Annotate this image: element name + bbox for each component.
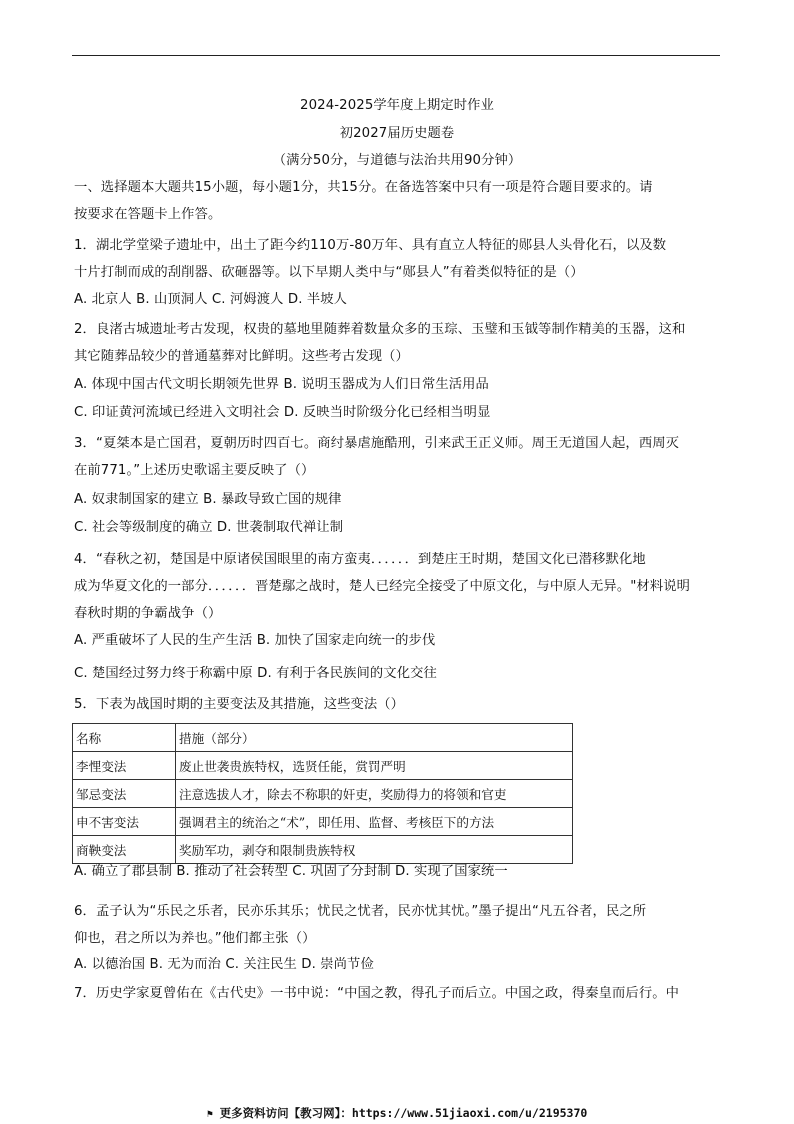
exam-title: 2024-2025学年度上期定时作业: [300, 98, 494, 113]
question-6-line: 仰也，君之所以为养也。”他们都主张（）: [74, 931, 316, 946]
question-2-line: 其它随葬品较少的普通墓葬对比鲜明。这些考古发现（）: [74, 349, 409, 364]
exam-subtitle: 初2027届历史题卷: [339, 126, 455, 141]
question-7-line: 7．历史学家夏曾佑在《古代史》一书中说：“中国之教，得孔子而后立。中国之政，得秦皇而后行。中: [74, 986, 680, 1001]
question-4-line: 春秋时期的争霸战争（）: [74, 606, 222, 621]
flag-icon: ⚑: [206, 1109, 213, 1120]
table-cell: 废止世袭贵族特权，选贤任能，赏罚严明: [176, 752, 573, 780]
header-rule: [72, 55, 720, 56]
footer-link[interactable]: [0, 1105, 794, 1121]
question-5-options: A. 确立了郡县制 B. 推动了社会转型 C. 巩固了分封制 D. 实现了国家统一: [74, 864, 508, 879]
exam-note: （满分50分，与道德与法治共用90分钟）: [272, 153, 522, 168]
question-6-line: 6．孟子认为“乐民之乐者，民亦乐其乐；忧民之忧者，民亦忧其忧。”墨子提出“凡五谷者，民之所: [74, 904, 647, 919]
question-2-line: 2．良渚古城遗址考古发现，权贵的墓地里随葬着数量众多的玉琮、玉璧和玉钺等制作精美的玉器，这和: [74, 322, 686, 337]
table-cell: 申不害变法: [73, 808, 176, 836]
table-cell: 邹忌变法: [73, 780, 176, 808]
table-row: [73, 808, 573, 836]
question-3-line: 3．“夏桀本是亡国君，夏朝历时四百七。商纣暴虐施酷刑，引来武王正义师。周王无道国人起，西周灭: [74, 436, 680, 451]
question-2-options: A. 体现中国古代文明长期领先世界 B. 说明玉器成为人们日常生活用品: [74, 377, 489, 392]
question-2-options: C. 印证黄河流域已经进入文明社会 D. 反映当时阶级分化已经相当明显: [74, 405, 491, 420]
table-cell: 奖励军功，剥夺和限制贵族特权: [176, 836, 573, 864]
question-1-options: A. 北京人 B. 山顶洞人 C. 河姆渡人 D. 半坡人: [74, 292, 348, 307]
reform-table: [72, 723, 573, 864]
table-row: [73, 752, 573, 780]
table-cell: 李悝变法: [73, 752, 176, 780]
question-1-line: 1．湖北学堂梁子遗址中，出土了距今约110万-80万年、具有直立人特征的郧县人头骨化石，以及数: [74, 238, 667, 253]
footer-text: 更多资料访问【教习网】：https://www.51jiaoxi.com/u/2195370: [219, 1106, 588, 1120]
table-cell: 注意选拔人才，除去不称职的奸吏，奖励得力的将领和官吏: [176, 780, 573, 808]
table-cell: 商鞅变法: [73, 836, 176, 864]
table-row: [73, 780, 573, 808]
question-4-line: 4．“春秋之初，楚国是中原诸侯国眼里的南方蛮夷．．．．．．到楚庄王时期，楚国文化已潜移默化地: [74, 552, 646, 567]
table-header-row: [73, 724, 573, 752]
question-3-options: A. 奴隶制国家的建立 B. 暴政导致亡国的规律: [74, 492, 342, 507]
question-4-options: C. 楚国经过努力终于称霸中原 D. 有利于各民族间的文化交往: [74, 666, 437, 681]
question-6-options: A. 以德治国 B. 无为而治 C. 关注民生 D. 崇尚节俭: [74, 957, 374, 972]
question-3-line: 在前771。”上述历史歌谣主要反映了（）: [74, 463, 315, 478]
table-cell: 强调君主的统治之“术”，即任用、监督、考核臣下的方法: [176, 808, 573, 836]
instructions-line: 按要求在答题卡上作答。: [74, 207, 222, 222]
question-4-line: 成为华夏文化的一部分．．．．．．晋楚鄢之战时，楚人已经完全接受了中原文化，与中原人无异。"材料说明: [74, 579, 691, 594]
table-header-cell: 措施（部分）: [176, 724, 573, 752]
instructions-line: 一、选择题本大题共15小题，每小题1分，共15分。在备选答案中只有一项是符合题目要求的。请: [74, 180, 653, 195]
question-1-line: 十片打制而成的刮削器、砍砸器等。以下早期人类中与“郧县人”有着类似特征的是（）: [74, 265, 584, 280]
question-5-line: 5．下表为战国时期的主要变法及其措施，这些变法（）: [74, 697, 405, 712]
table-row: [73, 836, 573, 864]
question-4-options: A. 严重破坏了人民的生产生活 B. 加快了国家走向统一的步伐: [74, 633, 436, 648]
question-3-options: C. 社会等级制度的确立 D. 世袭制取代禅让制: [74, 520, 344, 535]
table-header-cell: 名称: [73, 724, 176, 752]
